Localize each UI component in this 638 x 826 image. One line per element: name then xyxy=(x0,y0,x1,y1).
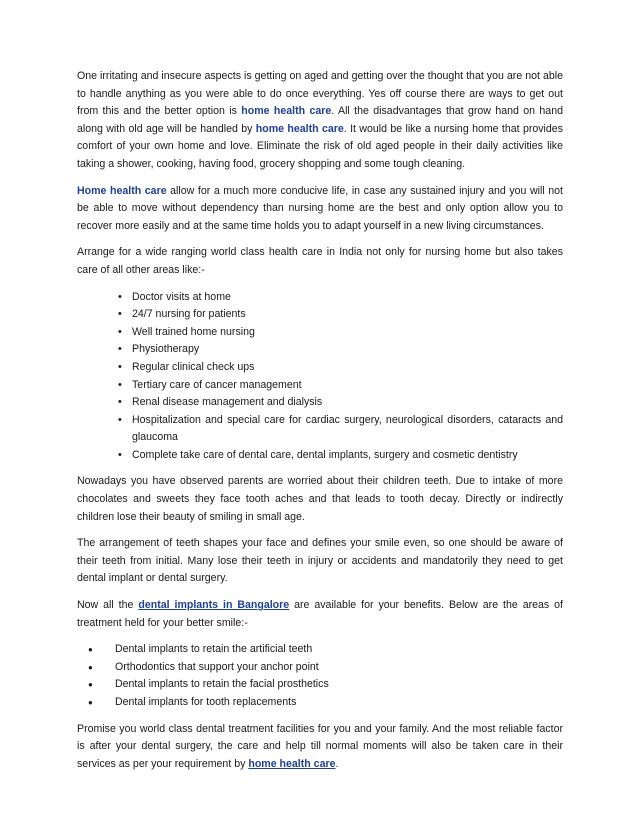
paragraph-children-teeth: Nowadays you have observed parents are worried about their children teeth. Due to intake of more chocolates and sweets they face tooth aches and that leads to tooth decay. Directly or indirectly children lose their beauty of smiling in small age. xyxy=(77,475,563,523)
list-item: ● Orthodontics that support your anchor point xyxy=(77,659,563,677)
text: are available for your benefits. Below are the areas of treatment held for your better smile:- xyxy=(77,599,563,629)
keyword-home-health-care: home health care xyxy=(241,105,332,118)
services-list xyxy=(91,289,563,465)
keyword-home-health-care: Home health care xyxy=(77,184,167,197)
text: Promise you world class dental treatment facilities for you and your family. And the most reliable factor is after your dental surgery, the care and help till normal moments will also be taken care in their services as per your requirement by xyxy=(77,722,563,770)
text: . It would be like a nursing home that provides comfort of your own home and love. Eliminate the risk of old aged people in their daily activities like taking a shower, cooking, having food, grocery shopping and some tough cleaning. xyxy=(77,122,563,170)
list-item: • Renal disease management and dialysis xyxy=(91,394,563,412)
list-item: • Physiotherapy xyxy=(91,341,563,359)
treatment-list xyxy=(77,641,563,711)
list-item: • Hospitalization and special care for cardiac surgery, neurological disorders, cataracts and glaucoma xyxy=(91,412,563,447)
paragraph-home-health-care xyxy=(77,183,563,236)
dental-implants-link[interactable]: dental implants in Bangalore xyxy=(138,599,290,612)
list-item: • Well trained home nursing xyxy=(91,324,563,342)
text: One irritating and insecure aspects is getting on aged and getting over the thought that you are not able to handle anything as you were able to do once everything. Yes off course there are ways to get out from this and the better option is xyxy=(77,70,563,118)
text: Now all the xyxy=(77,599,139,612)
list-item: • Doctor visits at home xyxy=(91,289,563,307)
text: allow for a much more conducive life, in case any sustained injury and you will not be able to move without dependency than nursing home are the best and only option allow you to recover more easily and at the same time holds you to adapt yourself in a new living circumstances. xyxy=(77,184,563,232)
list-item: • 24/7 nursing for patients xyxy=(91,306,563,324)
list-item: • Tertiary care of cancer management xyxy=(91,377,563,395)
paragraph-arrange: Arrange for a wide ranging world class health care in India not only for nursing home but also takes care of all other areas like:- xyxy=(77,246,563,276)
paragraph-teeth-arrangement: The arrangement of teeth shapes your face and defines your smile even, so one should be aware of their teeth from initial. Many lose their teeth in injury or accidents and mandatorily they need to get dental implant or dental surgery. xyxy=(77,537,563,585)
keyword-home-health-care: home health care xyxy=(255,122,344,135)
list-item: ● Dental implants to retain the artificial teeth xyxy=(77,641,563,659)
list-item: • Regular clinical check ups xyxy=(91,359,563,377)
list-item: ● Dental implants to retain the facial prosthetics xyxy=(77,676,563,694)
paragraph-promise xyxy=(77,721,563,774)
text: . All the disadvantages that grow hand on hand along with old age will be handled by xyxy=(77,105,563,135)
list-item: ● Dental implants for tooth replacements xyxy=(77,694,563,712)
text: . xyxy=(335,757,339,770)
paragraph-intro xyxy=(77,68,563,174)
list-item: • Complete take care of dental care, dental implants, surgery and cosmetic dentistry xyxy=(91,447,563,465)
home-health-care-link[interactable]: home health care xyxy=(248,757,336,770)
paragraph-dental-implants xyxy=(77,597,563,632)
